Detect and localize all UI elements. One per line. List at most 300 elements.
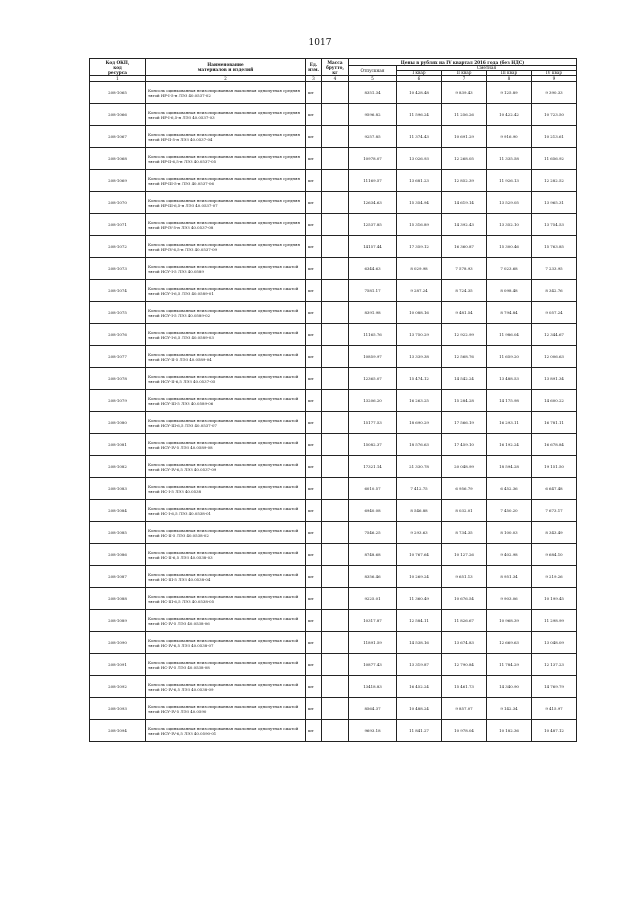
row-mass: [322, 346, 349, 368]
row-q1: 12 584.11: [397, 610, 442, 632]
row-mass: [322, 236, 349, 258]
table-row: [90, 126, 577, 148]
row-mass: [322, 478, 349, 500]
row-otpusknaya: 10877.43: [349, 654, 397, 676]
row-code: 208-1075: [90, 302, 146, 324]
row-q2: 8 032.01: [442, 500, 487, 522]
row-q3: 7 023.68: [487, 258, 532, 280]
row-unit: шт: [306, 324, 322, 346]
row-q4: 15 763.85: [532, 236, 577, 258]
row-code: 208-1092: [90, 676, 146, 698]
row-q4: 14 769.79: [532, 676, 577, 698]
row-code: 208-1073: [90, 258, 146, 280]
row-otpusknaya: 11891.59: [349, 632, 397, 654]
col-number: 9: [532, 76, 577, 82]
row-q2: 11 826.67: [442, 610, 487, 632]
table-row: [90, 104, 577, 126]
row-q3: 10 182.36: [487, 720, 532, 742]
row-q2: 12 790.84: [442, 654, 487, 676]
row-q3: 13 529.05: [487, 192, 532, 214]
row-q1: 10 269.24: [397, 566, 442, 588]
row-q4: 13 891.34: [532, 368, 577, 390]
row-unit: шт: [306, 522, 322, 544]
row-q1: 15 316.89: [397, 214, 442, 236]
row-q3: 8 100.03: [487, 522, 532, 544]
row-mass: [322, 302, 349, 324]
header-otpusknaya: Отпускная: [349, 66, 397, 76]
table-row: [90, 522, 577, 544]
row-q3: 18 594.28: [487, 456, 532, 478]
row-name: Консоль оцинкованная неизолированная наклонная однопутная сжатой тягой НС-IV-5 ЛЭЗ 40.0538-08: [146, 654, 306, 676]
header-q2: II квар: [442, 71, 487, 75]
row-q4: 12 137.23: [532, 654, 577, 676]
row-q2: 9 481.54: [442, 302, 487, 324]
row-code: 208-1068: [90, 148, 146, 170]
row-q2: 12 922.99: [442, 324, 487, 346]
row-q4: 16 678.84: [532, 434, 577, 456]
row-q3: 10 422.42: [487, 104, 532, 126]
row-q4: 9 219.26: [532, 566, 577, 588]
row-otpusknaya: 8564.37: [349, 698, 397, 720]
row-unit: шт: [306, 390, 322, 412]
row-q2: 7 578.93: [442, 258, 487, 280]
row-name: Консоль оцинкованная неизолированная наклонная однопутная сжатой тягой НС-I-6,5 ЛЭЗ 40.0538-01: [146, 500, 306, 522]
row-q3: 15 300.46: [487, 236, 532, 258]
row-unit: шт: [306, 192, 322, 214]
row-q4: 12 282.52: [532, 170, 577, 192]
row-q1: 10 767.64: [397, 544, 442, 566]
row-q3: 11 986.04: [487, 324, 532, 346]
row-mass: [322, 82, 349, 104]
row-q2: 15 461.73: [442, 676, 487, 698]
row-code: 208-1090: [90, 632, 146, 654]
row-q3: 14 175.98: [487, 390, 532, 412]
table-row: [90, 632, 577, 654]
row-code: 208-1081: [90, 434, 146, 456]
header-q1: I квар: [397, 71, 442, 75]
row-q1: 7 412.75: [397, 478, 442, 500]
row-q2: 8 724.35: [442, 280, 487, 302]
row-q2: 8 734.35: [442, 522, 487, 544]
row-q2: 9 839.43: [442, 82, 487, 104]
row-q4: 13 754.53: [532, 214, 577, 236]
row-code: 208-1077: [90, 346, 146, 368]
table-row: [90, 170, 577, 192]
row-q1: 18 576.63: [397, 434, 442, 456]
header-q4: IV квар: [545, 70, 563, 75]
row-q4: 10 199.45: [532, 588, 577, 610]
row-name: Консоль оцинкованная неизолированная наклонная однопутная сжатой тягой НСУ-III-5 ЛЭЗ 40.0589-06: [146, 390, 306, 412]
row-code: 208-1085: [90, 522, 146, 544]
row-otpusknaya: 11165.76: [349, 324, 397, 346]
row-unit: шт: [306, 236, 322, 258]
row-q1: 16 263.25: [397, 390, 442, 412]
row-q4: 12 344.67: [532, 324, 577, 346]
row-q2: 20 048.99: [442, 456, 487, 478]
row-unit: шт: [306, 588, 322, 610]
price-table: [89, 58, 577, 742]
row-q4: 7 233.95: [532, 258, 577, 280]
table-row: [90, 236, 577, 258]
row-unit: шт: [306, 566, 322, 588]
row-mass: [322, 654, 349, 676]
row-otpusknaya: 12365.07: [349, 368, 397, 390]
row-unit: шт: [306, 104, 322, 126]
row-name: Консоль оцинкованная неизолированная наклонная однопутная сжатой тягой НС-III-5 ЛЭЗ 40.0538-04: [146, 566, 306, 588]
row-name: Консоль оцинкованная неизолированная наклонная однопутная сжатой тягой НСУ-I-6,5 ЛЭЗ 40.0589-03: [146, 324, 306, 346]
row-q1: 13 681.23: [397, 170, 442, 192]
row-q4: 8 342.76: [532, 280, 577, 302]
row-q1: 10 428.48: [397, 82, 442, 104]
row-code: 208-1080: [90, 412, 146, 434]
row-unit: шт: [306, 258, 322, 280]
row-otpusknaya: 15082.37: [349, 434, 397, 456]
row-q3: 9 916.90: [487, 126, 532, 148]
row-unit: шт: [306, 412, 322, 434]
table-row: [90, 698, 577, 720]
row-name: Консоль оцинкованная неизолированная наклонная однопутная средняя тягой НР-IV-5-н ЛЭЗ 40.0537-08: [146, 214, 306, 236]
row-otpusknaya: 9257.85: [349, 126, 397, 148]
row-q4: 6 647.48: [532, 478, 577, 500]
table-row: [90, 610, 577, 632]
row-name: Консоль оцинкованная неизолированная наклонная однопутная сжатой тягой НСУ-III-6,5 ЛЭЗ 40.0537-07: [146, 412, 306, 434]
row-q4: 14 600.22: [532, 390, 577, 412]
row-mass: [322, 500, 349, 522]
row-q3: 13 352.10: [487, 214, 532, 236]
row-q2: 13 674.83: [442, 632, 487, 654]
row-mass: [322, 148, 349, 170]
row-code: 208-1076: [90, 324, 146, 346]
row-otpusknaya: 7581.17: [349, 280, 397, 302]
row-q4: 16 781.11: [532, 412, 577, 434]
row-name: Консоль оцинкованная неизолированная наклонная однопутная сжатой тягой НСУ-II-5 ЛЭЗ 40.0589-04: [146, 346, 306, 368]
row-unit: шт: [306, 170, 322, 192]
row-q3: 9 125.89: [487, 82, 532, 104]
table-row: [90, 324, 577, 346]
row-q3: 7 450.20: [487, 500, 532, 522]
row-name: Консоль оцинкованная неизолированная наклонная однопутная сжатой тягой НС-I-5 ЛЭЗ 40.0538: [146, 478, 306, 500]
row-mass: [322, 126, 349, 148]
row-q4: 10 723.50: [532, 104, 577, 126]
row-unit: шт: [306, 500, 322, 522]
table-row: [90, 214, 577, 236]
table-row: [90, 654, 577, 676]
row-q2: 11 256.26: [442, 104, 487, 126]
header-name: Наименование материалов и изделий: [146, 59, 306, 76]
table-body: [90, 82, 577, 742]
row-otpusknaya: 12537.85: [349, 214, 397, 236]
row-q1: 18 690.29: [397, 412, 442, 434]
row-otpusknaya: 15177.53: [349, 412, 397, 434]
row-q1: 9 293.63: [397, 522, 442, 544]
row-otpusknaya: 14157.44: [349, 236, 397, 258]
row-unit: шт: [306, 720, 322, 742]
row-q3: 8 951.34: [487, 566, 532, 588]
row-q2: 12 852.39: [442, 170, 487, 192]
row-q1: 15 474.12: [397, 368, 442, 390]
row-unit: шт: [306, 698, 322, 720]
col-number: 3: [306, 76, 322, 82]
header-code: Код ОКП, код ресурса: [90, 59, 146, 76]
row-q3: 11 784.29: [487, 654, 532, 676]
row-q4: 9 390.33: [532, 82, 577, 104]
header-smeta: Сметная I квар II квар III квар IV квар: [397, 66, 577, 76]
table-row: [90, 500, 577, 522]
table-row: [90, 390, 577, 412]
table-row: [90, 676, 577, 698]
row-code: 208-1082: [90, 456, 146, 478]
row-q1: 11 841.27: [397, 720, 442, 742]
row-q2: 9 857.07: [442, 698, 487, 720]
row-code: 208-1078: [90, 368, 146, 390]
row-mass: [322, 544, 349, 566]
row-q4: 13 965.31: [532, 192, 577, 214]
row-q3: 6 452.36: [487, 478, 532, 500]
row-code: 208-1072: [90, 236, 146, 258]
row-name: Консоль оцинкованная неизолированная наклонная однопутная сжатой тягой НСУ-II-6,5 ЛЭЗ 40.0537-05: [146, 368, 306, 390]
row-name: Консоль оцинкованная неизолированная наклонная однопутная сжатой тягой НСУ-IV-5 ЛЭЗ 40.0589-08: [146, 434, 306, 456]
row-q2: 12 568.76: [442, 346, 487, 368]
row-code: 208-1079: [90, 390, 146, 412]
row-q1: 9 287.24: [397, 280, 442, 302]
table-row: [90, 588, 577, 610]
row-otpusknaya: 9596.82: [349, 104, 397, 126]
row-code: 208-1067: [90, 126, 146, 148]
row-otpusknaya: 11169.57: [349, 170, 397, 192]
row-unit: шт: [306, 544, 322, 566]
row-otpusknaya: 8391.98: [349, 302, 397, 324]
row-unit: шт: [306, 654, 322, 676]
row-unit: шт: [306, 368, 322, 390]
row-code: 208-1070: [90, 192, 146, 214]
row-unit: шт: [306, 456, 322, 478]
row-q3: 11 659.20: [487, 346, 532, 368]
row-q2: 6 956.79: [442, 478, 487, 500]
row-otpusknaya: 10859.97: [349, 346, 397, 368]
table-row: [90, 280, 577, 302]
row-mass: [322, 214, 349, 236]
table-row: [90, 566, 577, 588]
row-q4: 12 006.63: [532, 346, 577, 368]
row-q1: 13 026.93: [397, 148, 442, 170]
row-q3: 14 340.90: [487, 676, 532, 698]
row-mass: [322, 368, 349, 390]
row-q2: 17 459.10: [442, 434, 487, 456]
row-q3: 12 669.63: [487, 632, 532, 654]
row-unit: шт: [306, 214, 322, 236]
row-mass: [322, 676, 349, 698]
row-code: 208-1069: [90, 170, 146, 192]
row-otpusknaya: 9693.18: [349, 720, 397, 742]
table-row: [90, 302, 577, 324]
row-name: Консоль оцинкованная неизолированная наклонная однопутная сжатой тягой НСУ-IV-5 ЛЭЗ 40.0590: [146, 698, 306, 720]
row-q3: 11 926.13: [487, 170, 532, 192]
col-number: 8: [487, 76, 532, 82]
row-mass: [322, 390, 349, 412]
row-name: Консоль оцинкованная неизолированная наклонная однопутная сжатой тягой НС-II-5 ЛЭЗ 40.0538-02: [146, 522, 306, 544]
row-q2: 14 542.24: [442, 368, 487, 390]
row-code: 208-1083: [90, 478, 146, 500]
row-unit: шт: [306, 148, 322, 170]
row-q1: 13 339.38: [397, 346, 442, 368]
table-row: [90, 434, 577, 456]
row-q1: 8 546.88: [397, 500, 442, 522]
row-unit: шт: [306, 346, 322, 368]
row-unit: шт: [306, 82, 322, 104]
row-unit: шт: [306, 632, 322, 654]
table-row: [90, 192, 577, 214]
row-otpusknaya: 6940.08: [349, 500, 397, 522]
row-name: Консоль оцинкованная неизолированная наклонная однопутная средняя тягой НР-III-5-н ЛЭЗ 40.0537-06: [146, 170, 306, 192]
row-mass: [322, 698, 349, 720]
row-q1: 11 360.49: [397, 588, 442, 610]
row-mass: [322, 192, 349, 214]
row-code: 208-1087: [90, 566, 146, 588]
row-otpusknaya: 7546.25: [349, 522, 397, 544]
row-name: Консоль оцинкованная неизолированная наклонная однопутная сжатой тягой НСУ-IV-6,5 ЛЭЗ 40.0537-09: [146, 456, 306, 478]
header-q3: III квар: [487, 71, 532, 75]
row-mass: [322, 170, 349, 192]
row-code: 208-1066: [90, 104, 146, 126]
row-q4: 9 684.10: [532, 544, 577, 566]
table-row: [90, 456, 577, 478]
row-mass: [322, 258, 349, 280]
row-q2: 16 360.87: [442, 236, 487, 258]
row-q3: 16 293.11: [487, 412, 532, 434]
row-mass: [322, 280, 349, 302]
row-q1: 10 088.16: [397, 302, 442, 324]
row-code: 208-1074: [90, 280, 146, 302]
row-q3: 11 335.58: [487, 148, 532, 170]
row-otpusknaya: 6010.57: [349, 478, 397, 500]
row-name: Консоль оцинкованная неизолированная наклонная однопутная средняя тягой НР-I-6,5-н ЛЭЗ 40.0537-03: [146, 104, 306, 126]
row-q4: 10 213.61: [532, 126, 577, 148]
row-code: 208-1089: [90, 610, 146, 632]
row-name: Консоль оцинкованная неизолированная наклонная однопутная сжатой тягой НС-II-6,5 ЛЭЗ 40.0538-03: [146, 544, 306, 566]
row-q3: 9 903.06: [487, 588, 532, 610]
row-q1: 10 488.24: [397, 698, 442, 720]
table-row: [90, 412, 577, 434]
row-code: 208-1071: [90, 214, 146, 236]
row-q4: 11 298.99: [532, 610, 577, 632]
row-code: 208-1088: [90, 588, 146, 610]
row-q1: 14 538.16: [397, 632, 442, 654]
row-q3: 8 098.48: [487, 280, 532, 302]
row-unit: шт: [306, 126, 322, 148]
row-mass: [322, 610, 349, 632]
row-name: Консоль оцинкованная неизолированная наклонная однопутная средняя тягой НР-II-6,5-н ЛЭЗ 40.0537-05: [146, 148, 306, 170]
row-otpusknaya: 10317.87: [349, 610, 397, 632]
header-price-group: Цены в рублях на IV квартал 2016 года (без НДС): [349, 59, 577, 66]
row-name: Консоль оцинкованная неизолированная наклонная однопутная сжатой тягой НСУ-IV-6,5 ЛЭЗ 40.0590-01: [146, 720, 306, 742]
row-name: Консоль оцинкованная неизолированная наклонная однопутная сжатой тягой НС-III-6,5 ЛЭЗ 40.0538-05: [146, 588, 306, 610]
table-row: [90, 720, 577, 742]
row-q2: 12 268.05: [442, 148, 487, 170]
row-mass: [322, 412, 349, 434]
row-mass: [322, 522, 349, 544]
row-otpusknaya: 17321.14: [349, 456, 397, 478]
table-row: [90, 82, 577, 104]
row-q1: 13 750.29: [397, 324, 442, 346]
row-unit: шт: [306, 280, 322, 302]
row-code: 208-1086: [90, 544, 146, 566]
row-q3: 9 402.98: [487, 544, 532, 566]
row-otpusknaya: 6344.63: [349, 258, 397, 280]
row-q2: 10 127.26: [442, 544, 487, 566]
row-q4: 8 343.49: [532, 522, 577, 544]
row-unit: шт: [306, 302, 322, 324]
row-otpusknaya: 13206.20: [349, 390, 397, 412]
row-otpusknaya: 13418.83: [349, 676, 397, 698]
row-q4: 9 057.24: [532, 302, 577, 324]
table-row: [90, 368, 577, 390]
row-otpusknaya: 8748.68: [349, 544, 397, 566]
row-name: Консоль оцинкованная неизолированная наклонная однопутная сжатой тягой НСУ-I-5 ЛЭЗ 40.0589-02: [146, 302, 306, 324]
row-name: Консоль оцинкованная неизолированная наклонная однопутная сжатой тягой НС-IV-6,5 ЛЭЗ 40.0538-09: [146, 676, 306, 698]
row-q3: 10 968.39: [487, 610, 532, 632]
col-number: 4: [322, 76, 349, 82]
row-code: 208-1065: [90, 82, 146, 104]
row-name: Консоль оцинкованная неизолированная наклонная однопутная сжатой тягой НС-IV-6,5 ЛЭЗ 40.0538-07: [146, 632, 306, 654]
row-q2: 10 676.54: [442, 588, 487, 610]
row-q1: 15 354.94: [397, 192, 442, 214]
row-q2: 9 651.13: [442, 566, 487, 588]
row-mass: [322, 104, 349, 126]
row-unit: шт: [306, 676, 322, 698]
row-q1: 17 359.12: [397, 236, 442, 258]
row-q4: 7 673.17: [532, 500, 577, 522]
row-mass: [322, 324, 349, 346]
row-mass: [322, 632, 349, 654]
row-q3: 9 142.34: [487, 698, 532, 720]
row-mass: [322, 566, 349, 588]
row-unit: шт: [306, 610, 322, 632]
table-row: [90, 148, 577, 170]
row-name: Консоль оцинкованная неизолированная наклонная однопутная сжатой тягой НС-IV-5 ЛЭЗ 40.0538-06: [146, 610, 306, 632]
row-code: 208-1093: [90, 698, 146, 720]
row-q1: 13 319.87: [397, 654, 442, 676]
col-number: 5: [349, 76, 397, 82]
page-number: 1017: [308, 38, 332, 48]
table-row: [90, 478, 577, 500]
row-q3: 8 794.84: [487, 302, 532, 324]
row-name: Консоль оцинкованная неизолированная наклонная однопутная сжатой тягой НСУ-I-6,5 ЛЭЗ 40.0589-01: [146, 280, 306, 302]
col-number: 6: [397, 76, 442, 82]
row-otpusknaya: 8356.46: [349, 566, 397, 588]
row-q2: 14 392.43: [442, 214, 487, 236]
row-name: Консоль оцинкованная неизолированная наклонная однопутная средняя тягой НР-III-6,5-н ЛЭЗ 40.0537-07: [146, 192, 306, 214]
row-q4: 19 151.50: [532, 456, 577, 478]
row-q1: 11 374.43: [397, 126, 442, 148]
row-otpusknaya: 10978.07: [349, 148, 397, 170]
col-number: 2: [146, 76, 306, 82]
row-mass: [322, 588, 349, 610]
row-name: Консоль оцинкованная неизолированная наклонная однопутная средняя тягой НР-I-5-н ЛЭЗ 40.0537-02: [146, 82, 306, 104]
row-otpusknaya: 8351.34: [349, 82, 397, 104]
row-unit: шт: [306, 434, 322, 456]
row-mass: [322, 720, 349, 742]
row-name: Консоль оцинкованная неизолированная наклонная однопутная средняя тягой НР-IV-6,5-н ЛЭЗ 40.0537-09: [146, 236, 306, 258]
table-row: [90, 544, 577, 566]
row-q1: 21 330.78: [397, 456, 442, 478]
row-q4: 10 487.12: [532, 720, 577, 742]
row-q4: 13 048.09: [532, 632, 577, 654]
col-number: 1: [90, 76, 146, 82]
col-number: 7: [442, 76, 487, 82]
row-q2: 15 284.28: [442, 390, 487, 412]
row-code: 208-1091: [90, 654, 146, 676]
table-row: [90, 258, 577, 280]
